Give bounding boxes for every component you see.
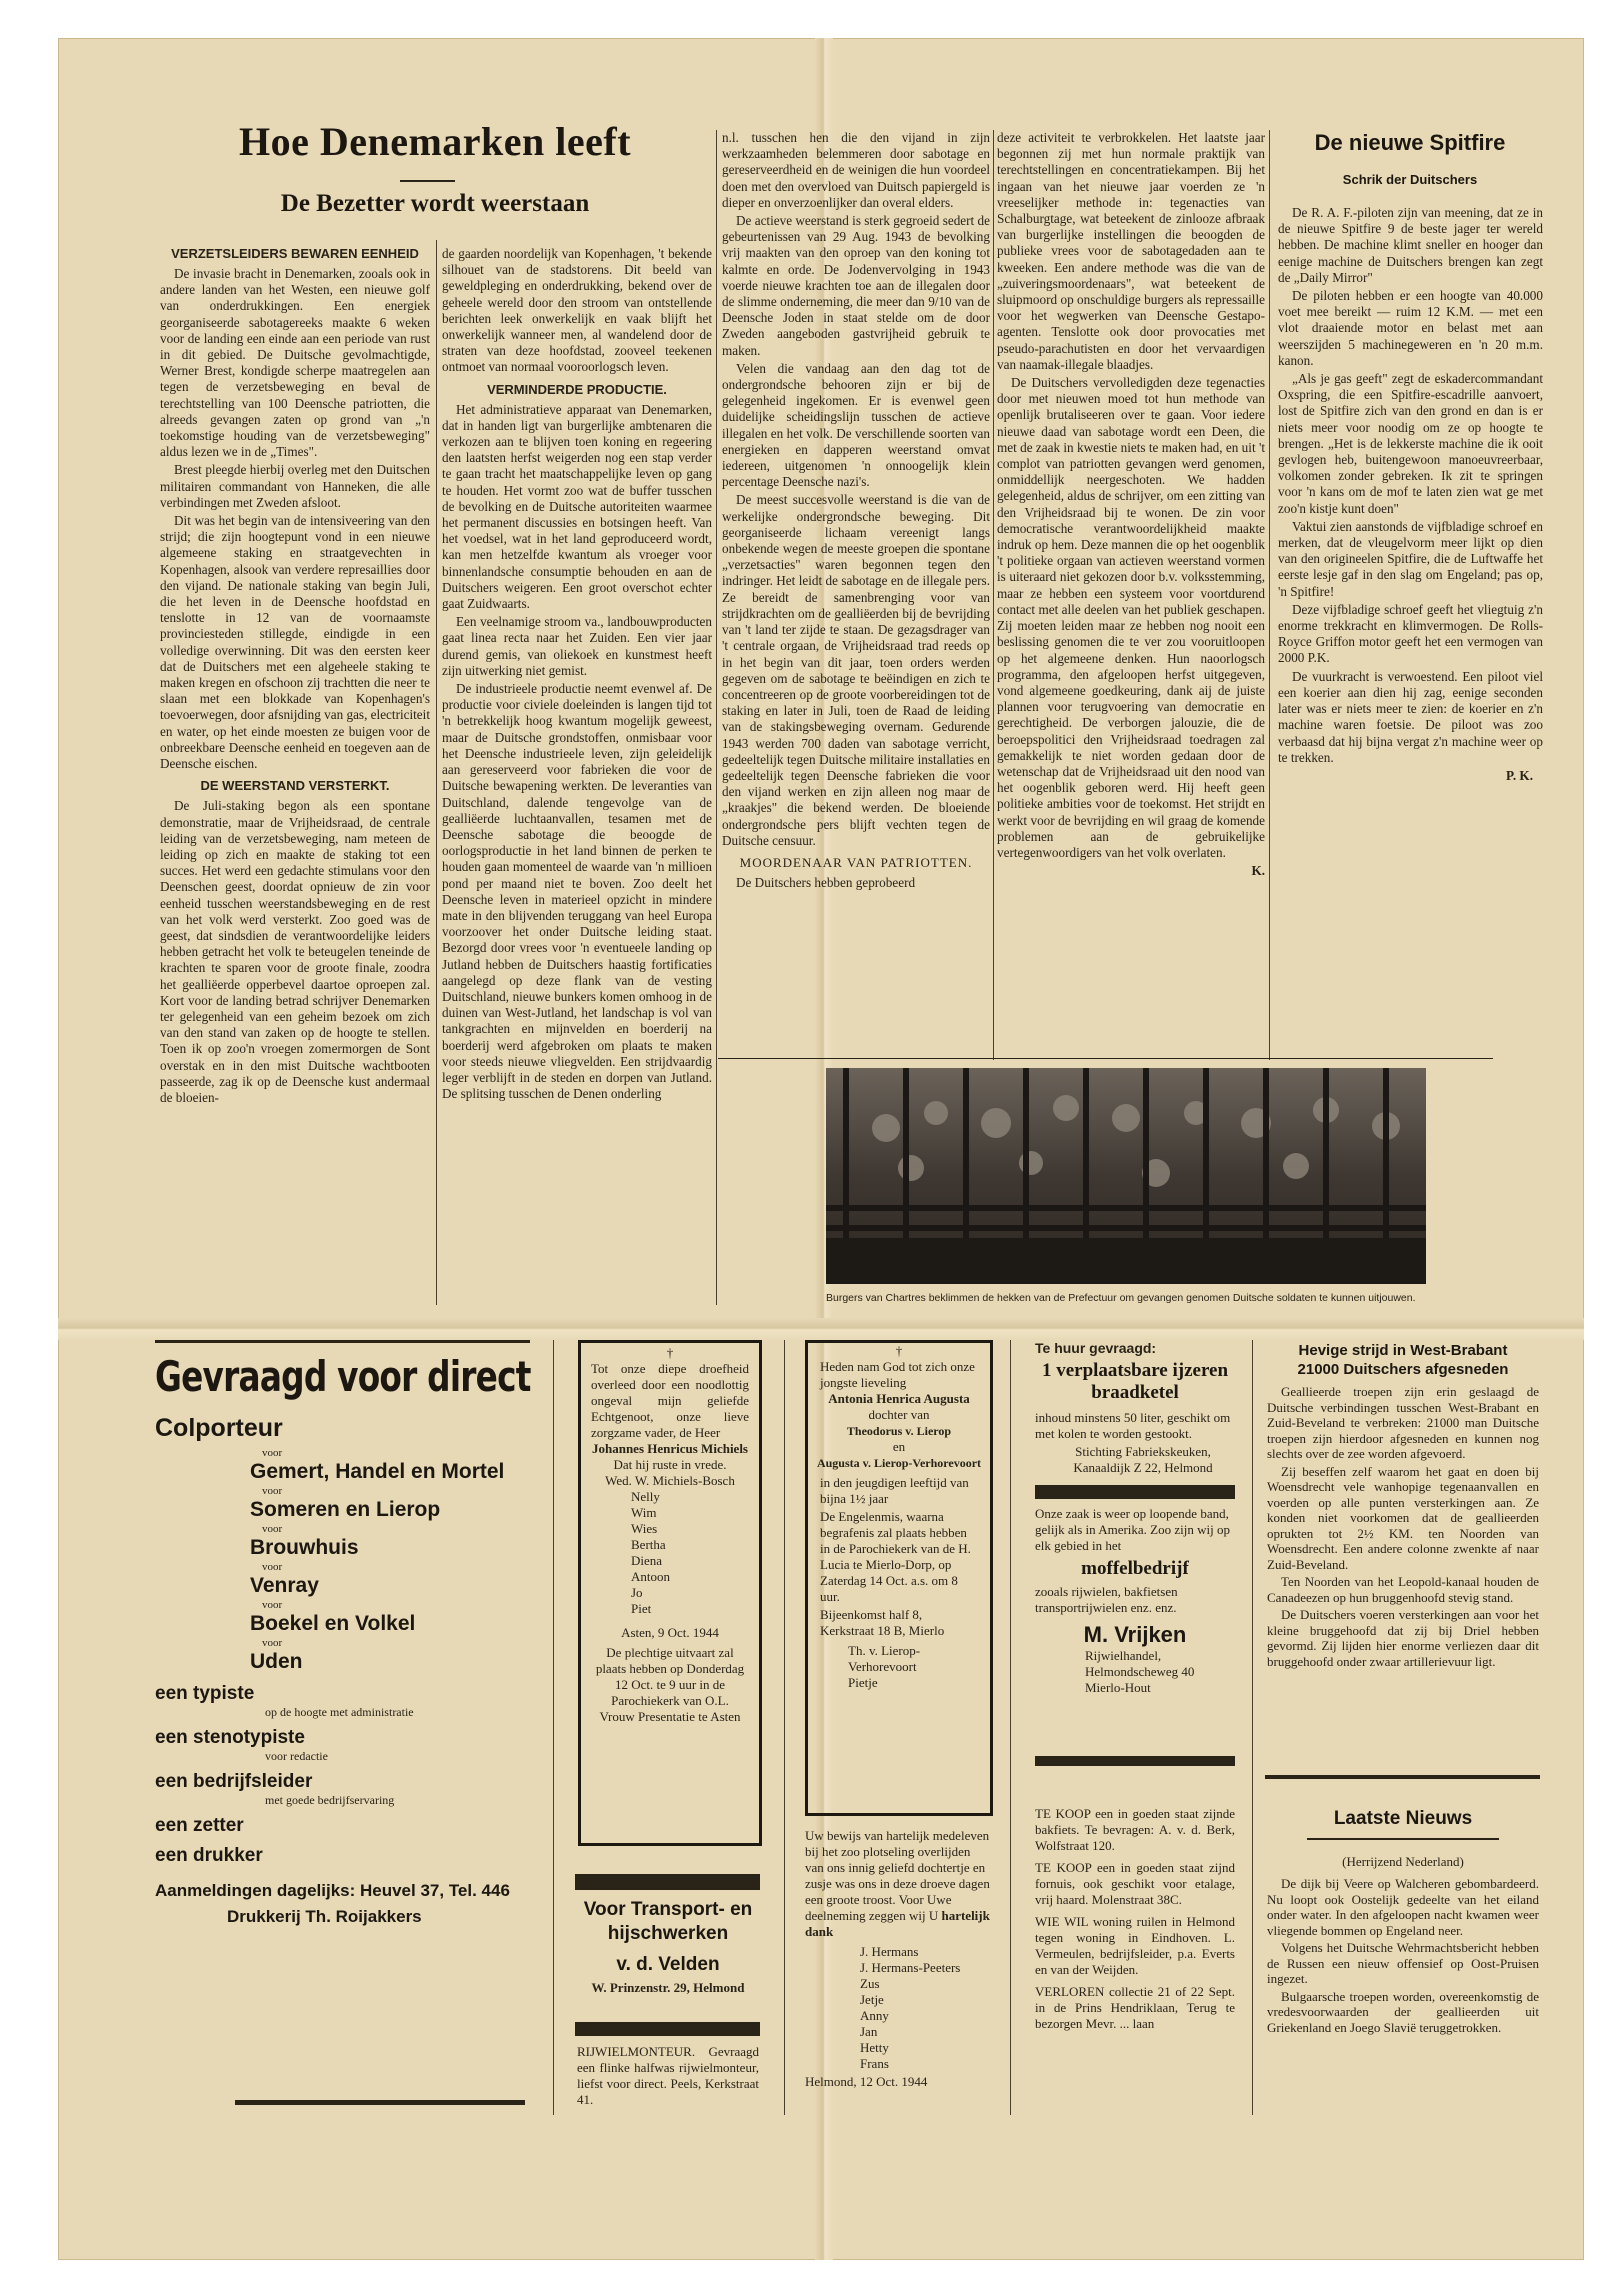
vrijken-address: Helmondscheweg 40 xyxy=(1085,1664,1195,1679)
ad-rule xyxy=(1035,1756,1235,1766)
obit-name: Johannes Henricus Michiels xyxy=(591,1441,748,1456)
transport-ad-title: Voor Transport- en hijschwerken xyxy=(583,1899,753,1944)
obituary-v-lierop xyxy=(805,1340,993,1816)
job-ad-job: een typiste xyxy=(155,1683,255,1704)
thanks-name: Zus xyxy=(860,1976,880,1991)
job-ad-place: Brouwhuis xyxy=(250,1536,359,1559)
thanks-name: J. Hermans-Peeters xyxy=(860,1960,961,1975)
column-divider xyxy=(716,130,717,1305)
job-ad-note: op de hoogte met administratie xyxy=(265,1705,414,1719)
job-ad-place: Venray xyxy=(250,1574,319,1597)
paragraph: De actieve weerstand is sterk gegroeid sedert de gebeurtenissen van 29 Aug. 1943 de bevolking vrij maakten van den oproep van den koning tot kalmte en orde. De Jodenvervolging in 1943 voerde nieuwe krachten toe aan de illegalen door de slimme onderneming, die meer dan 9/10 van de Deensche Joden in staat stelde om de door Zweden aangeboden gastvrijheid gebruik te maken. xyxy=(722,213,990,358)
small-ads xyxy=(1035,1806,1235,2106)
photo-image xyxy=(826,1068,1426,1284)
paragraph: De invasie bracht in Denemarken, zooals ook in andere landen van het Westen, een nieuwe golf van onderdrukkingen. Een energiek georganiseerde sabotagereeks maakte 6 weken voor de landing een einde aan een periode van rust in dit gebied. De Duitsche gevolmachtigde, Werner Brest, kondigde scherpe maatregelen aan tegen de verzetsbeweging en beval de terechtstelling van 100 Deensche patriotten, die alreeds gevangen zaten op grond van „'n toekomstige houding van de verzetsbeweging" aldus lezen we in de „Times". xyxy=(160,266,430,460)
small-ad: TE KOOP een in goeden staat zijnde bakfiets. Te bevragen: A. v. d. Berk, Wolfstraat 120. xyxy=(1035,1806,1235,1853)
vrijken-items: zooals rijwielen, bakfietsen transportrijwielen enz. enz. xyxy=(1035,1584,1178,1615)
paragraph: Het administratieve apparaat van Denemarken, dat in handen ligt van burgerlijke ambtenaren die verkozen aan te blijven toen koning en regeering den laatsten herfst weigerden nog een stap verder te gaan tracht het maatschappelijke leven op gang te houden. Het vormt zoo wat de buffer tusschen de bevolking en de Duitsche autoriteiten waarmee het permanent discussies en botsingen heeft. Van het voedsel, wat in het land geproduceerd wordt, kan men hetzelfde kwantum als vroeger voor binnenlandsche consumptie behouden en aan de Duitschers weigeren. Een groot overschot echter gaat Zuidwaarts. xyxy=(442,401,712,612)
photo-caption: Burgers van Chartres beklimmen de hekken van de Prefectuur om gevangen genomen Duitsche soldaten te kunnen uitjouwen. xyxy=(826,1292,1416,1304)
paragraph: Dit was het begin van de intensiveering van den strijd; die zijn hoogtepunt vond in een nieuwe algemeene staking en straatgevechten in Kopenhagen, alsook van verdere represaillies door den vijand. De nationale staking van begin Juli, die het leven in de Deensche hoofdstad en tenslotte in 12 van de voornaamste provinciesteden stillegde, eindigde in een volledige overwinning. Dit was den eersten keer dat de Duitschers met een algeheele staking te maken kregen en ofschoon zij trachtten die neer te slaan met een blokkade van Kopenhagen's toevoerwegen, door afsnijding van gas, electriciteit en water, op het einde moesten ze buigen voor de onbreekbare Deensche eenheid en toegeven aan de Deensche eischen. xyxy=(160,513,430,772)
transport-ad-name: v. d. Velden xyxy=(616,1954,720,1975)
braadketel-lead: Te huur gevraagd: xyxy=(1035,1340,1157,1356)
paragraph: Zij beseffen zelf waarom het gaat en doen bij Woensdrecht vele wanhopige tegenaanvallen en voerden op alle punten versterkingen aan. Ze konden niet voorkomen dat de geallieerden oprukten tot 2½ KM. ten Noorden van Woensdrecht. Een andere colonne zwenkte af naar Zuid-Beveland. xyxy=(1267,1463,1539,1572)
horizontal-fold xyxy=(58,1318,1584,1340)
paragraph: De industrieele productie neemt evenwel af. De productie voor civiele doeleinden is langen tijd tot 'n betrekkelijk hoog kwantum mogelijk geweest, maar de Duitsche grondstoffen, onmisbaar voor het Deensche industrieele leven, zijn geleidelijk aan gereserveerd voor fabrieken die voor de Duitsche bewapening werkten. De leveranties van Duitschland, dalende tengevolge van de gealliëerde luchtaanvallen, tesamen met de Deensche sabotage die beoogde de oorlogsproductie in het land binnen de perken te houden gaan momenteel de waarde van 'n millioen pond per maand niet te boven. Zoo deelt het Deensche leven in materieel opzicht in mindere mate in den blijvenden teruggang van heel Europa voorzoover het onder Duitsche leiding staat. Bezorgd door vrees voor 'n eventueele landing op Jutland hebben de Duitschers haastig fortificaties aangelegd op deze flank van de vesting Duitschland, nieuwe bunkers komen omhoog in de duinen van West-Jutland, het landschap is vol van tankgrachten en mijnvelden en boerderij na boerderij werd afgebroken om plaats te maken voor steeds nieuwe vliegvelden. Een strijdvaardig leger verblijft in de steden en dorpen van Jutland. De splitsing tusschen de Denen onderling xyxy=(442,681,712,1102)
thanks-place-date: Helmond, 12 Oct. 1944 xyxy=(805,2074,928,2089)
article-title: Hoe Denemarken leeft xyxy=(238,119,632,164)
vrijken-text: Onze zaak is weer op loopende band, gelijk als in Amerika. Zoo zijn wij op elk gebied in het xyxy=(1035,1506,1230,1553)
vrijken-name: M. Vrijken xyxy=(1083,1622,1187,1647)
section-heading: DE WEERSTAND VERSTERKT. xyxy=(200,778,390,794)
latest-news-rule xyxy=(1307,1838,1499,1840)
voor-label: voor xyxy=(262,1485,283,1497)
ad-rule xyxy=(1035,1485,1235,1499)
thanks-name: Anny xyxy=(860,2008,889,2023)
paragraph: Bulgaarsche troepen worden, overeenkomstig de vredesvoorwaarden der geallieerden uit Griekenland en Joego Slavië teruggetrokken. xyxy=(1267,1988,1539,2035)
latest-news xyxy=(1267,1808,1539,2037)
thanks-name: Frans xyxy=(860,2056,889,2071)
article-column-2 xyxy=(442,246,712,1306)
paragraph: De piloten hebben er een hoogte van 40.000 voet mee bereikt — ruim 12 K.M. — met een vlot draaiende motor en belast met aan weerszijden 5 machinegeweren en 'n 20 m.m. kanon. xyxy=(1278,288,1543,368)
voor-label: voor xyxy=(262,1447,283,1459)
vrijken-strong: moffelbedrijf xyxy=(1081,1558,1189,1579)
author-sign: K. xyxy=(1251,863,1265,879)
job-ad-place: Gemert, Handel en Mortel xyxy=(250,1460,505,1483)
braadketel-text: inhoud minstens 50 liter, geschikt om met kolen te worden gestookt. xyxy=(1035,1410,1231,1441)
voor-label: voor xyxy=(262,1523,283,1535)
column-divider xyxy=(993,130,994,1060)
paragraph: „Als je gas geeft" zegt de eskadercommandant Oxspring, die een Spitfire-escadrille aanvoert, lost de Spitfire zich van den grond en dan is er niets meer voor noodig om ze op hoogte te brengen. „Het is de lekkerste machine die ik ooit gevlogen heb, buitengewoon manoeuvreerbaar, volkomen zonder gebreken. Ik zit te springen voor 'n kans om de mof te laten zien wat ge met zoo'n kistje kunt doen" xyxy=(1278,371,1543,516)
small-ad: TE KOOP een in goeden staat zijnd fornuis, ook geschikt voor etalage, vrij haard. Molenstraat 38C. xyxy=(1035,1860,1235,1907)
spitfire-title: De nieuwe Spitfire xyxy=(1314,130,1506,155)
small-ad: VERLOREN collectie 21 of 22 Sept. in de Prins Hendriklaan, Terug te bezorgen Mevr. ... laan xyxy=(1035,1984,1235,2031)
job-ad-place: Someren en Lierop xyxy=(250,1498,441,1521)
obit-child-name: Wim xyxy=(631,1505,657,1520)
thanks-strong: hartelijk dank xyxy=(805,1908,990,1939)
column-divider xyxy=(1252,1335,1253,2115)
obit-name: Antonia Henrica Augusta xyxy=(828,1391,970,1406)
job-ad-apply: Aanmeldingen dagelijks: Heuvel 37, Tel. 446 xyxy=(155,1881,510,1900)
obit-gathering: Bijeenkomst half 8, Kerkstraat 18 B, Mierlo xyxy=(820,1607,945,1638)
article-subtitle: De Bezetter wordt weerstaan xyxy=(280,190,590,217)
job-ad-job: een bedrijfsleider xyxy=(155,1771,313,1792)
paragraph: De R. A. F.-piloten zijn van meening, dat ze in de nieuwe Spitfire 9 de beste jager ter wereld hebben. De machine klimt sneller en hooger dan eenige machine de Duitschers brengen kan zegt de „Daily Mirror" xyxy=(1278,205,1543,285)
author-sign: P. K. xyxy=(1506,767,1533,783)
paragraph: De Duitschers voeren versterkingen aan voor het kleine bruggehoofd dat zij bij Driel hebben gevormd. Zij lijden hier enorme verliezen daar dit bruggehoofd onder zwaar artillerievuur ligt. xyxy=(1267,1607,1539,1669)
paragraph: De meest succesvolle weerstand is die van de werkelijke ondergrondsche beweging. Dit georganiseerde lichaam vereenigt langs onbekende wegen de meeste groepen die spontane „verzetsacties" waren begonnen tegen den indringer. Het leidt de sabotage en de illegale pers. Ze bereidt de samenbrenging voor van strijdkrachten om de gealliëerden bij de bevrijding van 't land ter zijde te staan. De gezagsdrager van 't centrale orgaan, de Vrijheidsraad trad reeds op in het begin van dit jaar, toen orders werden gegeven om de sabotage te beëindigen en zich te concentreeren op de groote voorbereidingen tot de staking en later in Juli, toen de Raad de leiding van de stakingsbeweging overnam. Gedurende 1943 werden 700 daden van sabotage verricht, gedeeltelijk tegen Duitsche militaire installaties en gedeeltelijk tegen Deensche fabrieken die voor den vijand werken en zijn alleen nog maar de „kraakjes" die bekend werden. De bloeiende ondergrondsche pers blijft vechten tegen de Duitsche censuur. xyxy=(722,492,990,848)
paragraph: De Juli-staking begon als een spontane demonstratie, maar de Vrijheidsraad, de centrale leiding van de verzetsbeweging, nam meteen de leiding op zich en maakte de staking tot een succes. Het werd een gedachte stimulans voor den Deenschen geest, doordat opnieuw de zin voor eenheid tusschen weerstandsbeweging en de rest van het volk werd versterkt. Zoo goed was de geest, dat sindsdien de verantwoordelijke leiders hebben getracht het volk te beteugelen teneinde de krachten te sparen voor de groote finale, zoodra het gealliëerde opperbevel daartoe oproepen zal. Kort voor de landing betrad schrijver Denemarken ter gelegenheid van een geheim bezoek om zich van den stand van zaken op de hoogte te stellen. Toen ik op zoo'n vroegen zomermorgen de Sont overstak en in den mist Duitsche wachtbooten passeerde, zag ik op de Deensche kust andermaal de bloeien- xyxy=(160,798,430,1105)
west-brabant-article xyxy=(1267,1342,1539,1671)
obit-en: en xyxy=(892,1439,906,1454)
obit-daughter-of: dochter van xyxy=(868,1407,930,1422)
thanks-name: Jetje xyxy=(860,1992,884,2007)
obit-widow: Wed. W. Michiels-Bosch xyxy=(605,1473,735,1488)
west-brabant-title: Hevige strijd in West-Brabant xyxy=(1298,1342,1508,1359)
title-rule xyxy=(400,180,455,182)
rijwiel-ad: RIJWIELMONTEUR. Gevraagd een flinke halfwas rijwielmonteur, liefst voor direct. Peels, Kerkstraat 41. xyxy=(577,2044,759,2107)
voor-label: voor xyxy=(262,1637,283,1649)
job-ad-place: Boekel en Volkel xyxy=(250,1612,416,1635)
west-brabant-body xyxy=(1267,1384,1539,1669)
vrijken-ad xyxy=(1035,1506,1235,1696)
obit-place-date: Asten, 9 Oct. 1944 xyxy=(621,1625,719,1640)
section-rule xyxy=(1265,1775,1540,1779)
obit-child-name: Wies xyxy=(631,1521,658,1536)
obit-child-name: Piet xyxy=(631,1601,652,1616)
paragraph: n.l. tusschen hen die den vijand in zijn werkzaamheden belemmeren door sabotage en gereserveerdheid en de weinigen die hun voordeel doen met den overvloed van Duitsch papiergeld is dieper en onverzoenlijker dan overal elders. xyxy=(722,130,990,210)
obit-funeral: De Engelenmis, waarna begrafenis zal plaats hebben in de Parochiekerk van de H. Lucia te Mierlo-Dorp, op Zaterdag 14 Oct. a.s. om 8 uur. xyxy=(820,1509,971,1604)
paragraph: De Duitschers hebben geprobeerd xyxy=(736,874,916,890)
spitfire-subtitle: Schrik der Duitschers xyxy=(1342,172,1478,187)
paragraph: deze activiteit te verbrokkelen. Het laatste jaar begonnen zij met hun normale praktijk van terechtstellingen en concentratiekampen. Bij het ingaan van het nieuwe jaar voerden ze 'n vreeselijker methode in: tegenacties van Schalburgtage, wat beteekent de zinlooze afbraak van burgerlijke instellingen die beoogden de publieke vrees voor de sabotagedaden aan te kweeken. Een andere methode was die van de „zuiveringsmoordenaars", wat beteekent de sluipmoord op onschuldige burgers als repressaille voor het wegwerken van Deensche Gestapo-agenten. Tenslotte ook door provocaties met pseudo-parachutisten en door het vervaardigen van naamak-illegale blaadjes. xyxy=(997,130,1265,372)
paragraph: Velen die vandaag aan den dag tot de ondergrondsche behooren zijn er bij de gelegenheid ingekomen. Er is evenwel geen duidelijke scheidingslijn tusschen de actieve illegalen en het volk. De verschillende soorten van energieken en dapperen weerstand omvat iedereen, uitgenomen 'n onnoogelijk klein percentage Deensche nazi's. xyxy=(722,360,990,490)
paragraph: de gaarden noordelijk van Kopenhagen, 't bekende silhouet van de stadstorens. Dit beeld van geweldpleging en onderdrukking, bekend over de geheele wereld door den stroom van ontstellende berichten leek onwerkelijk en vaak blijft het onwerkelijk wanneer men, al wandelend door de straten van deze hoofdstad, zooveel teekenen ontmoet van normaal vooroorlogsch leven. xyxy=(442,246,712,375)
job-ad xyxy=(155,1352,535,2112)
paragraph: Volgens het Duitsche Wehrmachtsbericht hebben de Russen een nieuw offensief op Oost-Pruisen ingezet. xyxy=(1267,1940,1539,1986)
latest-news-body xyxy=(1267,1876,1539,2035)
ad-rule xyxy=(575,1874,760,1890)
job-ad-place: Uden xyxy=(250,1650,303,1673)
latest-news-source: (Herrijzend Nederland) xyxy=(1342,1854,1464,1869)
latest-news-title: Laatste Nieuws xyxy=(1333,1808,1473,1829)
paragraph: De dijk bij Veere op Walcheren gebombardeerd. Nu loopt ook Oostelijk gedeelte van het eiland onder water. In den afgeloopen nacht kwamen weer vliegende bommen op Engeland neer. xyxy=(1267,1876,1539,1938)
thanks-text: Uw bewijs van hartelijk medeleven bij het zoo plotseling overlijden van ons innig geliefd dochtertje en zusje was ons in deze droeve dagen een groote troost. Voor Uwe deelneming zeggen wij U xyxy=(805,1828,990,1923)
obit-children xyxy=(631,1489,759,1617)
cross-icon: † xyxy=(666,1345,674,1360)
column-divider xyxy=(1269,130,1270,1060)
obit-details: in den jeugdigen leeftijd van bijna 1½ jaar xyxy=(820,1475,969,1506)
job-ad-job: een zetter xyxy=(155,1815,244,1836)
article-column-1 xyxy=(160,240,430,1305)
obituary-michiels xyxy=(578,1340,762,1846)
paragraph: Geallieerde troepen zijn erin geslaagd de Duitsche verbindingen tusschen West-Brabant en Zuid-Beveland te verbreken: 21000 man Duitsche troepen zijn hierdoor afgesneden en kunnen nog slechts over de zee worden afgevoerd. xyxy=(1267,1384,1539,1461)
job-ad-places xyxy=(250,1447,535,1675)
job-ad-job: een stenotypiste xyxy=(155,1727,305,1748)
job-ad-title: Gevraagd voor direct xyxy=(155,1352,531,1401)
job-ad-role: Colporteur xyxy=(155,1414,283,1442)
transport-ad-address: W. Prinzenstr. 29, Helmond xyxy=(591,1980,745,1995)
section-rule xyxy=(718,1058,1493,1059)
paragraph: Ten Noorden van het Leopold-kanaal houden de Canadeezen op hun bruggenhoofd stevig stand. xyxy=(1267,1574,1539,1605)
article-column-3 xyxy=(722,130,990,1075)
ad-rule xyxy=(235,2100,525,2105)
thanks-name: Hetty xyxy=(860,2040,889,2055)
thanks-names xyxy=(860,1944,990,2072)
paragraph: De vuurkracht is verwoestend. Een piloot viel een koerier aan dien hij zag, eenige seconden later was er niets meer te zien: de koerier en z'n machine waren foetsie. De piloot was zoo verbaasd dat hij bijna vergat z'n machine weer op te trekken. xyxy=(1278,668,1543,765)
obit-text: Heden nam God tot zich onze jongste lieveling xyxy=(820,1359,975,1390)
job-ad-note: met goede bedrijfservaring xyxy=(265,1793,395,1807)
paragraph: Brest pleegde hierbij overleg met den Duitschen militairen commandant von Hanneken, die alle verbindingen met Zweden afsloot. xyxy=(160,462,430,510)
braadketel-title: 1 verplaatsbare ijzeren braadketel xyxy=(1041,1360,1229,1403)
braadketel-ad xyxy=(1035,1340,1235,1476)
news-photo xyxy=(826,1068,1426,1284)
job-ad-jobs xyxy=(155,1683,535,1867)
voor-label: voor xyxy=(262,1599,283,1611)
cross-icon: † xyxy=(895,1343,903,1358)
spitfire-body xyxy=(1278,205,1543,1025)
obit-father: Theodorus v. Lierop xyxy=(846,1424,952,1438)
column-divider xyxy=(1010,1335,1011,2115)
column-divider xyxy=(784,1335,785,2115)
thanks-notice xyxy=(805,1828,990,2090)
paragraph: Vaktui zien aanstonds de vijfbladige schroef en merken, dat de vleugelvorm meer lijkt op dien van den origineelen Spitfire, die de Luftwaffe het eerste lesje gaf in den slag om Engeland; pas op, 'n Spitfire! xyxy=(1278,518,1543,599)
paragraph: Deze vijfbladige schroef geeft het vliegtuig z'n enorme trekkracht en klimvermogen. De Rolls-Royce Griffon motor geeft het een vermogen van 2000 P.K. xyxy=(1278,601,1543,666)
braadketel-contact: Stichting Fabriekskeuken, Kanaaldijk Z 22, Helmond xyxy=(1073,1444,1213,1475)
ad-rule xyxy=(575,2022,760,2036)
thanks-name: J. Hermans xyxy=(860,1944,919,1959)
obit-child-name: Antoon xyxy=(631,1569,670,1584)
job-ad-job: een drukker xyxy=(155,1845,263,1866)
column-divider xyxy=(436,240,437,1305)
article-column-4 xyxy=(997,130,1265,1060)
obit-child: Pietje xyxy=(848,1675,878,1690)
section-heading: VERMINDERDE PRODUCTIE. xyxy=(487,381,667,397)
west-brabant-subtitle: 21000 Duitschers afgesneden xyxy=(1297,1361,1509,1378)
section-heading: VERZETSLEIDERS BEWAREN EENHEID xyxy=(171,246,419,261)
job-ad-printer: Drukkerij Th. Roijakkers xyxy=(227,1907,422,1926)
obit-funeral: De plechtige uitvaart zal plaats hebben op Donderdag 12 Oct. te 9 uur in de Parochiekerk van O.L. Vrouw Presentatie te Asten xyxy=(595,1645,745,1724)
column-divider xyxy=(553,1335,554,2115)
section-heading: MOORDENAAR VAN PATRIOTTEN. xyxy=(739,854,973,870)
vrijken-town: Mierlo-Hout xyxy=(1085,1680,1151,1695)
small-ad: WIE WIL woning ruilen in Helmond tegen woning in Eindhoven. L. Vermeulen, bedrijfsleider, p.a. Everts en van der Weijden. xyxy=(1035,1914,1235,1977)
obit-child-name: Diena xyxy=(631,1553,663,1568)
obit-child-name: Nelly xyxy=(631,1489,660,1504)
vrijken-kind: Rijwielhandel, xyxy=(1085,1648,1162,1663)
obit-after: Dat hij ruste in vrede. xyxy=(613,1457,727,1472)
obit-mother: Augusta v. Lierop-Verhorevoort xyxy=(816,1456,982,1470)
job-ad-note: voor redactie xyxy=(265,1749,328,1763)
obit-child-name: Bertha xyxy=(631,1537,666,1552)
thanks-name: Jan xyxy=(860,2024,878,2039)
obit-text: Tot onze diepe droefheid overleed door een noodlottig ongeval mijn geliefde Echtgenoot, onze lieve zorgzame vader, de Heer xyxy=(591,1361,749,1440)
obit-sign: Th. v. Lierop-Verhorevoort xyxy=(848,1643,921,1674)
obit-child-name: Jo xyxy=(631,1585,643,1600)
paragraph: Een veelnamige stroom va., landbouwproducten gaat linea recta naar het Zuiden. Een vier jaar durend gemis, van oliekoek en kunstmest heeft zijn uitwerking niet gemist. xyxy=(442,614,712,678)
voor-label: voor xyxy=(262,1561,283,1573)
paragraph: De Duitschers vervolledigden deze tegenacties door met nieuwen moed tot hun methode van openlijk brutaliseeren over te gaan. Voor iedere nieuwe daad van sabotage wordt een Deen, die met de zaak in kwestie niets te maken had, en uit 't complot van patriotten gevangen werd genomen, onmiddellijk neergeschoten. We hadden gelegenheid, aldus de schrijver, om een zitting van den Vrijheidsraad bij te wonen. De zin voor democratische verantwoordelijkheid maakte indruk op hem. Deze mannen die op het oogenblik 't politieke orgaan van actieven weerstand vormen is uiteraard niet gekozen door b.v. volksstemming, maar ze hebben een systeem voor voortdurend contact met alle deelen van het publiek geschapen. Zij moeten leiden maar ze hebben nog nooit een beslissing genomen die te ver zou vooruitloopen op het algemeene denken. Hun naoorlogsch programma, den afgeloopen herfst uitgegeven, vond algemeene goedkeuring, dank aij de juiste plannen voor terugvoering van democratie en gerechtigheid. De verborgen jalouzie, die de beroepspolitici den Vrijheidsraad toedragen zal gemakkelijk te niet worden gedaan door de wetenschap dat de Vrijheidsraad uit den nood van het oogenblik geboren werd. Hij heeft geen politieke ambities voor de toekomst. Het strijdt en werkt voor de bevrijding en wil graag de komende problemen aan de gebruikelijke vertegenwoordigers van het volk overlaten. xyxy=(997,375,1265,860)
